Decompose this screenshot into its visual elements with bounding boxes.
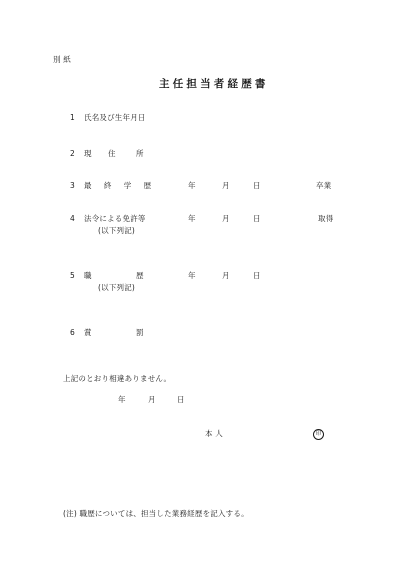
attachment-label: 別 紙 — [53, 55, 71, 64]
date-day: 日 — [177, 395, 185, 404]
item-5-note: (以下列記) — [98, 283, 136, 292]
item-4-note: (以下列記) — [98, 226, 136, 235]
item-4-month: 月 — [222, 214, 230, 223]
item-2-label-b: 住 — [108, 149, 116, 158]
item-6-label-a: 賞 — [84, 328, 92, 337]
item-2-label-c: 所 — [136, 149, 144, 158]
item-6-label-b: 罰 — [136, 328, 144, 337]
item-5-month: 月 — [222, 271, 230, 280]
footnote: (注) 職歴については、担当した業務経歴を記入する。 — [63, 509, 249, 518]
item-5-number: 5 — [70, 271, 75, 280]
date-month: 月 — [148, 395, 156, 404]
document-title: 主任担当者経歴書 — [159, 78, 269, 90]
item-4-number: 4 — [70, 214, 75, 223]
item-3-suffix: 卒業 — [316, 181, 332, 190]
seal-mark: 印 — [313, 429, 324, 440]
item-4-day: 日 — [253, 214, 261, 223]
item-3-month: 月 — [222, 181, 230, 190]
item-1-label: 氏名及び生年月日 — [84, 113, 146, 122]
item-3-day: 日 — [253, 181, 261, 190]
item-4-suffix: 取得 — [318, 214, 334, 223]
item-4-year: 年 — [188, 214, 196, 223]
item-4-label: 法令による免許等 — [84, 214, 146, 223]
signature-label: 本 人 — [205, 429, 223, 438]
item-3-year: 年 — [188, 181, 196, 190]
item-3-label: 最 終 学 歴 — [84, 181, 157, 190]
item-5-day: 日 — [253, 271, 261, 280]
item-5-year: 年 — [188, 271, 196, 280]
item-3-number: 3 — [70, 181, 75, 190]
item-6-number: 6 — [70, 328, 75, 337]
declaration-text: 上記のとおり相違ありません。 — [63, 374, 172, 383]
item-2-number: 2 — [70, 149, 75, 158]
date-year: 年 — [118, 395, 126, 404]
item-1-number: 1 — [70, 113, 75, 122]
item-5-label-b: 歴 — [136, 271, 144, 280]
item-5-label-a: 職 — [84, 271, 92, 280]
item-2-label-a: 現 — [84, 149, 92, 158]
